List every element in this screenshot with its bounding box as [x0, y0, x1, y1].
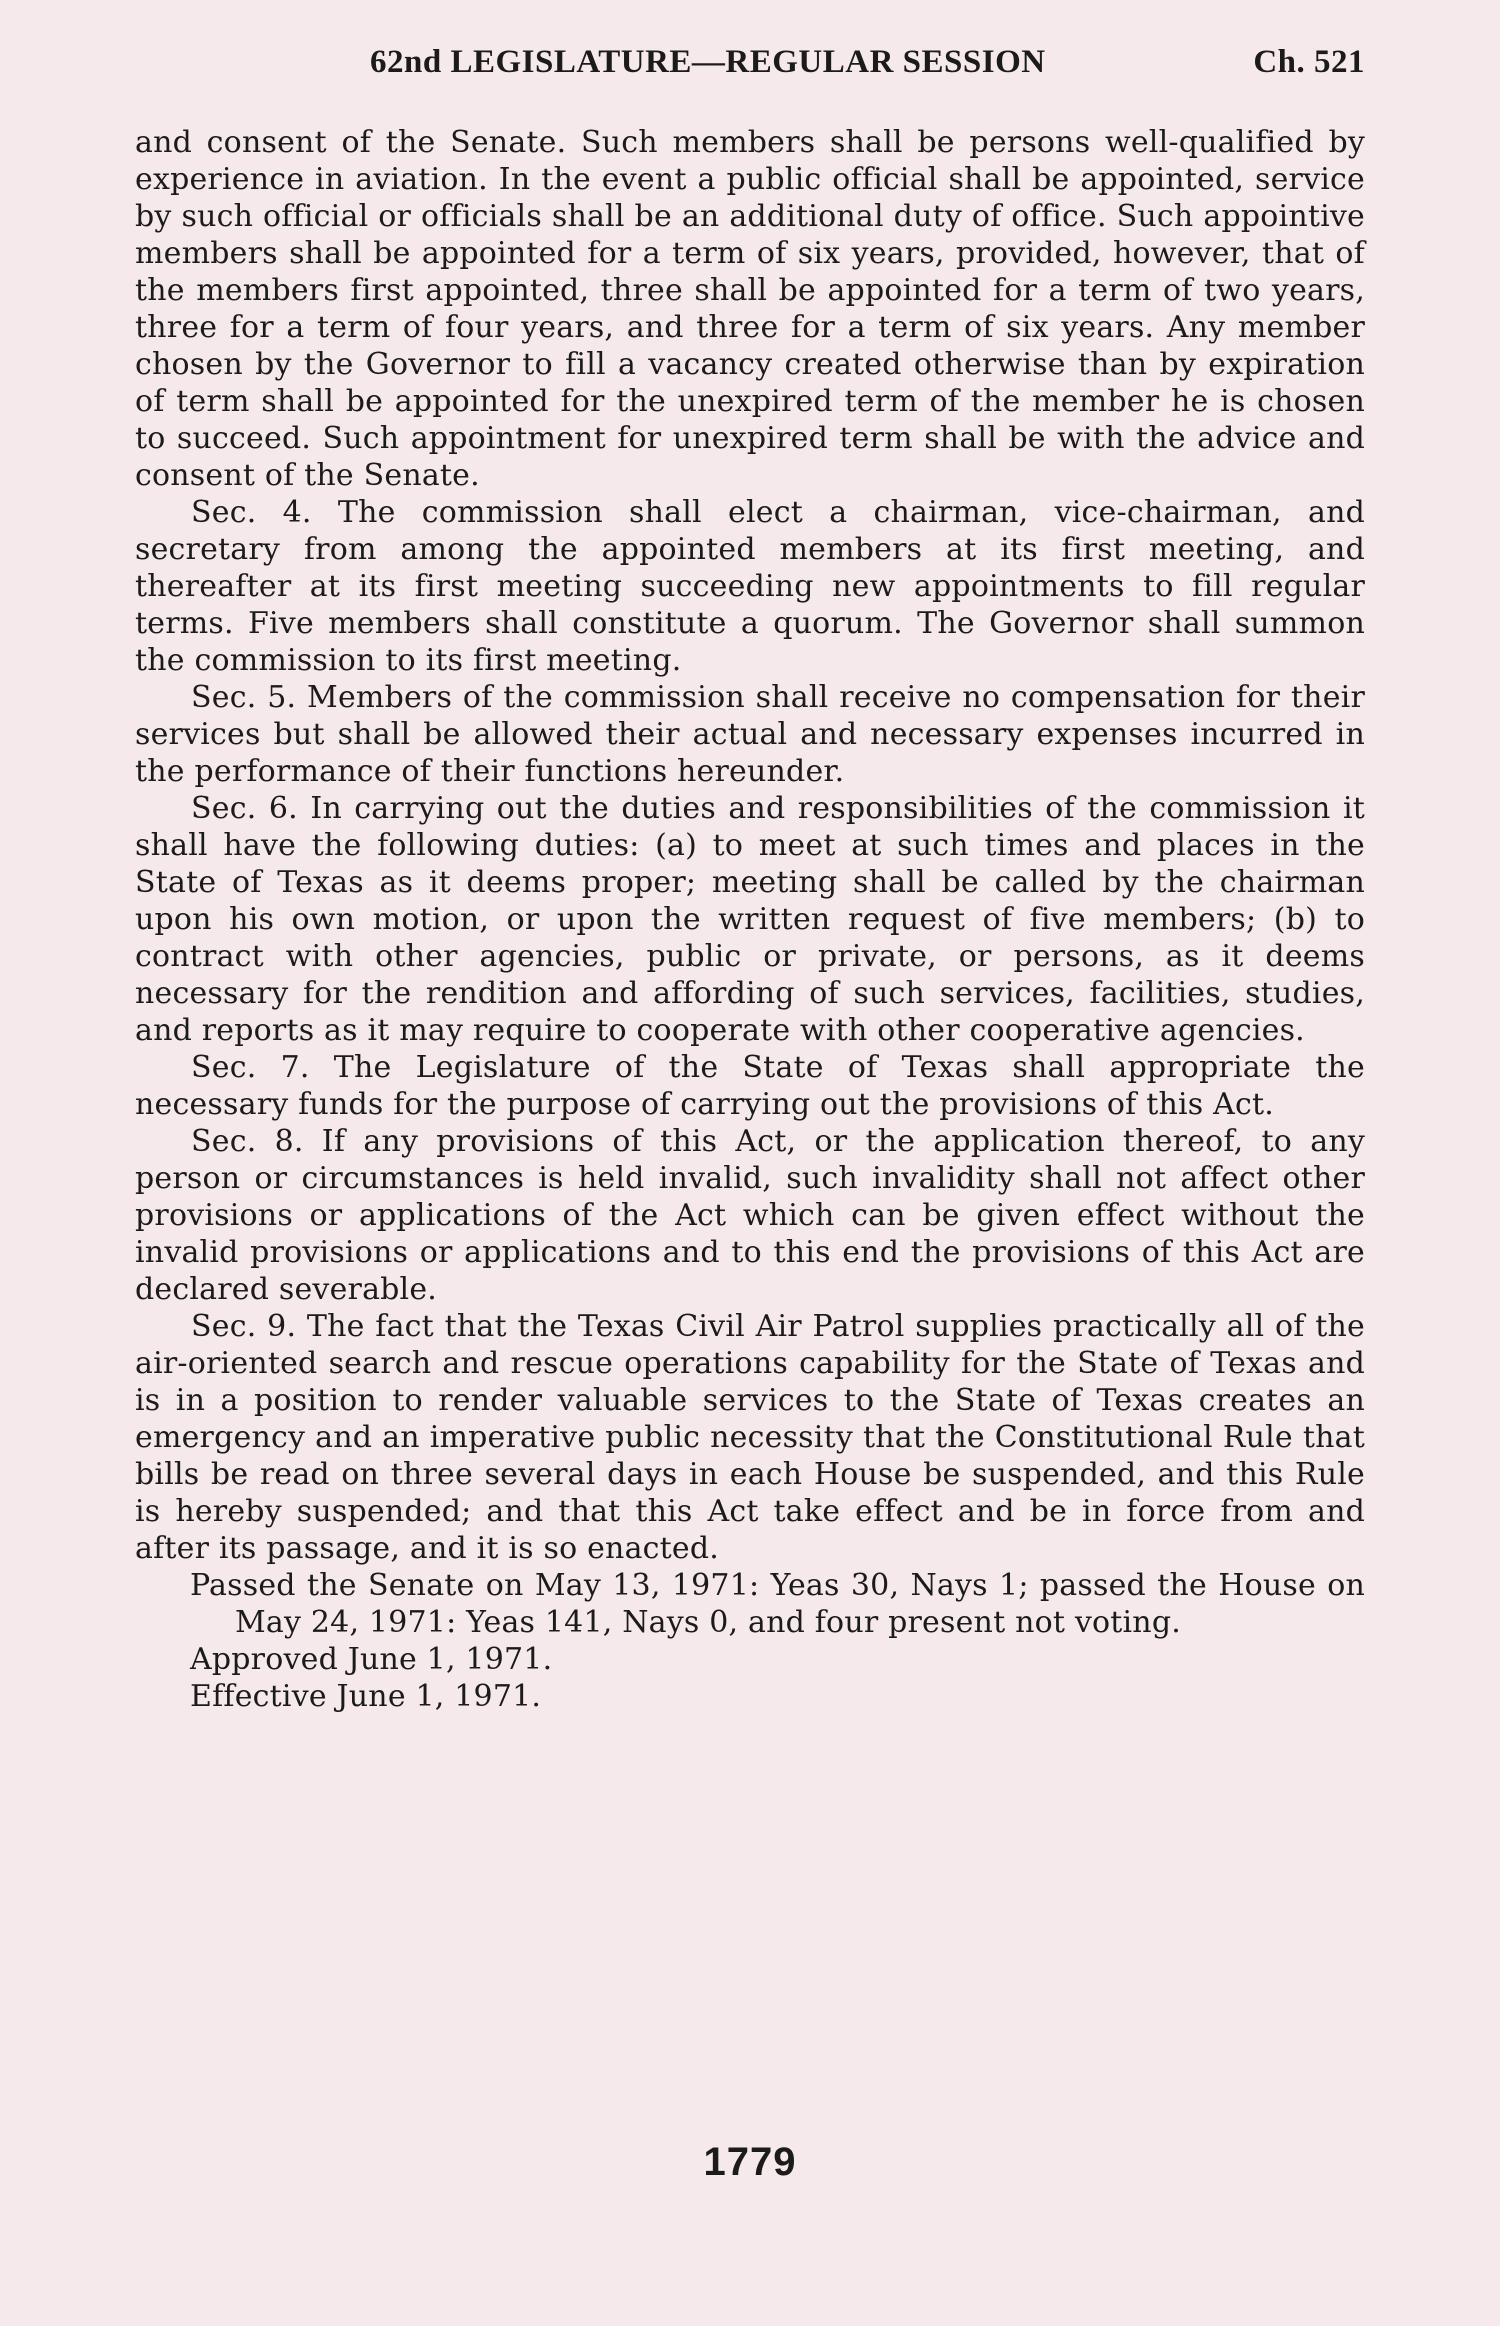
- passage-record: Passed the Senate on May 13, 1971: Yeas 30, Nays 1; passed the House on May 24, 1971: Yeas 141, Nays 0, and four present not voting.: [190, 1568, 1365, 1640]
- body-text: [135, 124, 1365, 1715]
- running-head: [135, 44, 1365, 92]
- paragraph-sec-9: Sec. 9. The fact that the Texas Civil Air Patrol supplies practically all of the air-oriented search and rescue operations capability for the State of Texas and is in a position to render valuable services to the State of Texas creates an emergency and an imperative public necessity that the Constitutional Rule that bills be read on three several days in each House be suspended, and this Rule is hereby suspended; and that this Act take effect and be in force from and after its passage, and it is so enacted.: [135, 1309, 1365, 1566]
- paragraph-sec-8: Sec. 8. If any provisions of this Act, or the application thereof, to any person or circumstances is held invalid, such invalidity shall not affect other provisions or applications of the Act which can be given effect without the invalid provisions or applications and to this end the provisions of this Act are declared severable.: [135, 1124, 1365, 1307]
- approval-date: Approved June 1, 1971.: [190, 1642, 553, 1677]
- paragraph-sec-6: Sec. 6. In carrying out the duties and responsibilities of the commission it shall have the following duties: (a) to meet at such times and places in the State of Texas as it deems proper; meeting shall be called by the chairman upon his own motion, or upon the written request of five members; (b) to contract with other agencies, public or private, or persons, as it deems necessary for the rendition and affording of such services, facilities, studies, and reports as it may require to cooperate with other cooperative agencies.: [135, 791, 1365, 1048]
- chapter-number: Ch. 521: [1253, 44, 1365, 80]
- legislative-record: [135, 1567, 1365, 1715]
- paragraph-sec-5: Sec. 5. Members of the commission shall receive no compensation for their services but shall be allowed their actual and necessary expenses incurred in the performance of their functions hereunder.: [135, 680, 1365, 789]
- paragraph-sec-4: Sec. 4. The commission shall elect a chairman, vice-chairman, and secretary from among the appointed members at its first meeting, and thereafter at its first meeting succeeding new appointments to fill regular terms. Five members shall constitute a quorum. The Governor shall summon the commission to its first meeting.: [135, 495, 1365, 678]
- paragraph-sec-7: Sec. 7. The Legislature of the State of Texas shall appropriate the necessary funds for the purpose of carrying out the provisions of this Act.: [135, 1050, 1365, 1122]
- page-number: 1779: [703, 2140, 797, 2184]
- effective-date: Effective June 1, 1971.: [190, 1679, 542, 1714]
- session-title: 62nd LEGISLATURE—REGULAR SESSION: [370, 44, 1046, 80]
- paragraph-continuation: and consent of the Senate. Such members shall be persons well-qualified by experience in aviation. In the event a public official shall be appointed, service by such official or officials shall be an additional duty of office. Such appointive members shall be appointed for a term of six years, provided, however, that of the members first appointed, three shall be appointed for a term of two years, three for a term of four years, and three for a term of six years. Any member chosen by the Governor to fill a vacancy created otherwise than by expiration of term shall be appointed for the unexpired term of the member he is chosen to succeed. Such appointment for unexpired term shall be with the advice and consent of the Senate.: [135, 125, 1365, 493]
